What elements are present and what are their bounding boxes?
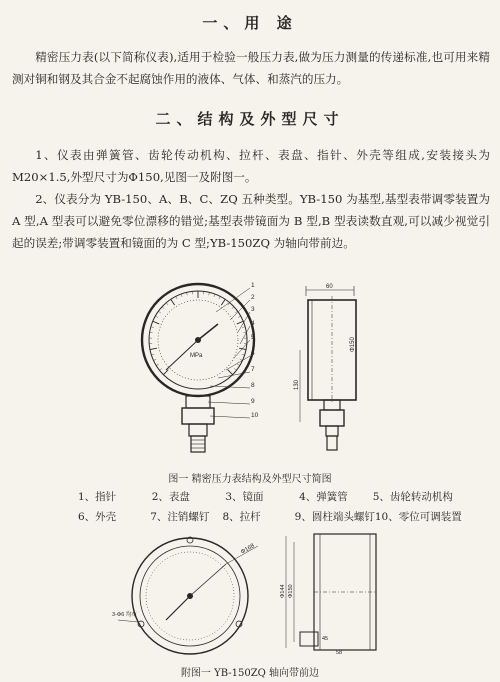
- legend-item: 6、外壳: [78, 510, 117, 523]
- callout-6: 6: [251, 350, 255, 357]
- figure2-front-view: [108, 536, 288, 656]
- figure2-dim-dia: Φ168: [240, 543, 256, 556]
- section2-para2: 2、仪表分为 YB-150、A、B、C、ZQ 五种类型。YB-150 为基型,基型表带调零装置为 A 型,A 型表可以避免零位漂移的错觉;基型表带镜面为 B 型,B 型表读数直观,可以减少视觉引起的误差;带调零装置和镜面的为 C 型;YB-150ZQ 为轴向带前边。: [12, 192, 490, 250]
- callout-1: 1: [251, 282, 255, 289]
- callout-10: 10: [251, 412, 259, 419]
- figure2-dim-c: 45: [322, 636, 329, 642]
- figure1-dial-unit: MPa: [190, 353, 203, 359]
- figure1-caption: 图一 精密压力表结构及外型尺寸简图: [168, 474, 332, 485]
- callout-5: 5: [251, 334, 255, 341]
- legend-item: 7、注销螺钉: [150, 510, 210, 523]
- legend-row: [78, 486, 478, 506]
- section2-title: 二、结构及外型尺寸: [155, 110, 345, 128]
- legend-item: 9、圆柱端头螺钉: [294, 510, 375, 523]
- callout-7: 7: [251, 366, 255, 373]
- callout-8: 8: [251, 382, 255, 389]
- callout-4: 4: [251, 320, 255, 327]
- legend-item: 2、表盘: [151, 490, 190, 503]
- section1-body: 精密压力表(以下简称仪表),适用于检验一般压力表,做为压力测量的传递标准,也可用来精测对铜和钢及其合金不起腐蚀作用的液体、气体、和蒸汽的压力。: [12, 50, 490, 86]
- figure2-caption: 附图一 YB-150ZQ 轴向带前边: [180, 668, 320, 679]
- callout-9: 9: [251, 398, 255, 405]
- legend-row: [78, 506, 478, 526]
- figure1-legend: [78, 486, 478, 526]
- figure2-dim-d: 58: [336, 650, 343, 656]
- legend-item: 1、指针: [78, 490, 117, 503]
- legend-item: 5、齿轮转动机构: [372, 490, 453, 503]
- figure1-dim-height: 130: [294, 379, 300, 390]
- figure1-dim-width: 60: [326, 284, 333, 290]
- figure2-dim-b: Φ150: [288, 584, 294, 598]
- figure1-dim-dia: Φ150: [350, 337, 356, 352]
- callout-2: 2: [251, 294, 255, 301]
- figure2-dim-a: Φ144: [280, 584, 286, 598]
- legend-item: 8、拉杆: [222, 510, 261, 523]
- figure2-holes-note: 3-Φ6 均布: [112, 612, 137, 618]
- figure1-callout-lines: [130, 282, 280, 462]
- figure1-side-view: [296, 282, 386, 462]
- section1-title: 一、用 途: [202, 14, 298, 32]
- legend-item: 10、零位可调装置: [374, 510, 462, 523]
- legend-item: 4、弹簧管: [299, 490, 348, 503]
- legend-item: 3、镜面: [225, 490, 264, 503]
- callout-3: 3: [251, 306, 255, 313]
- figure2-side-view: [276, 528, 386, 658]
- section2-para1: 1、仪表由弹簧管、齿轮传动机构、拉杆、表盘、指针、外壳等组成,安装接头为M20×1.5,外型尺寸为Φ150,见图一及附图一。: [12, 148, 490, 184]
